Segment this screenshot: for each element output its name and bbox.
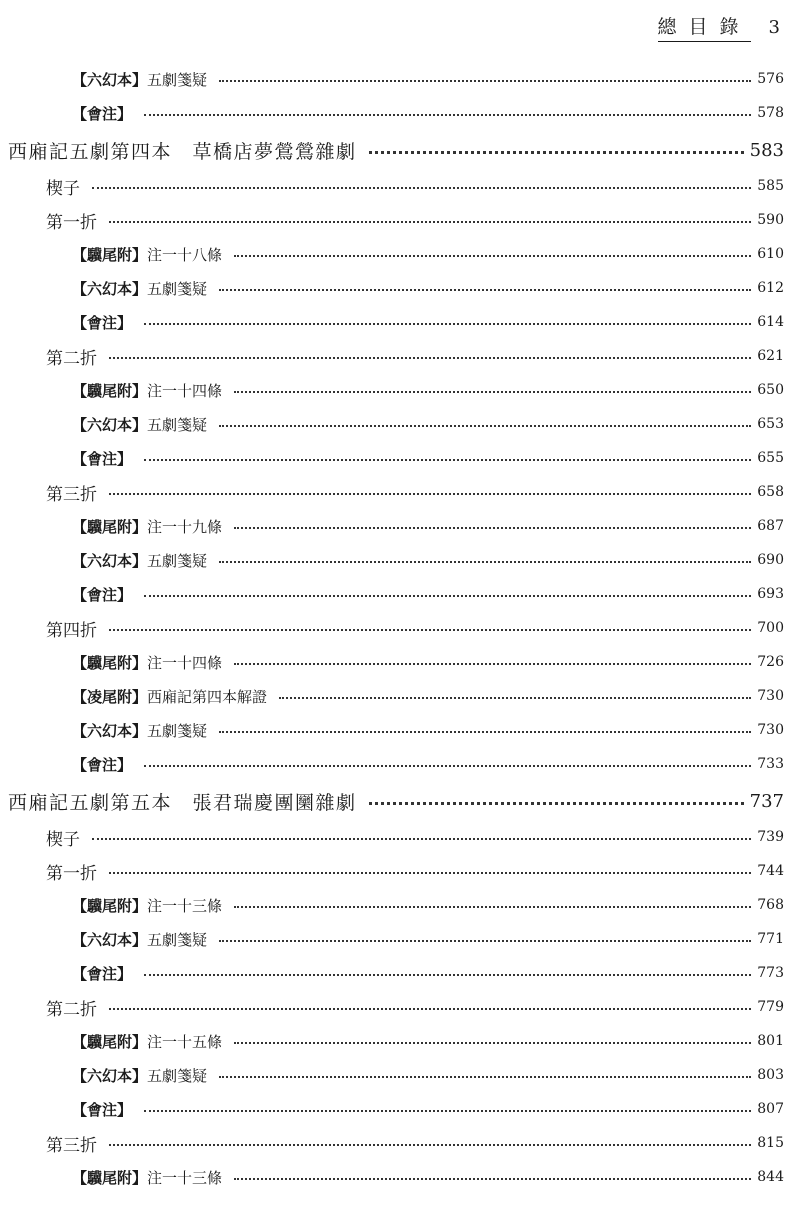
- toc-entry-text: 第一折: [46, 212, 97, 233]
- toc-entry-label: [72, 1167, 228, 1188]
- toc-entry-source-tag: 【六幻本】: [72, 279, 148, 298]
- dot-leader: [144, 765, 751, 767]
- dot-leader: [234, 255, 751, 257]
- toc-entry-text: 注一十三條: [147, 896, 223, 915]
- toc-entry-text: 第二折: [46, 999, 97, 1020]
- toc-page-number: 768: [757, 897, 784, 913]
- toc-entry-label: [72, 69, 213, 90]
- toc-subitem: [0, 96, 800, 130]
- toc-chapter-item: [0, 203, 800, 237]
- toc-entry-text: 注一十八條: [147, 245, 223, 264]
- toc-entry-source-tag: 【驥尾附】: [72, 245, 148, 264]
- dot-leader: [144, 1110, 751, 1112]
- toc-page-number: 658: [757, 484, 784, 500]
- toc-entry-source-tag: 【凌尾附】: [72, 687, 148, 706]
- toc-entry-label: [46, 859, 103, 884]
- toc-page-number: 803: [757, 1067, 784, 1083]
- toc-page-number: 614: [757, 314, 784, 330]
- toc-entry-label: [72, 754, 138, 775]
- toc-entry-text: 五劇箋疑: [147, 70, 208, 89]
- toc-subitem: [0, 271, 800, 305]
- toc-entry-label: [72, 895, 228, 916]
- toc-entry-label: [46, 208, 103, 233]
- toc-entry-text: 西廂記第四本解證: [147, 687, 268, 706]
- dot-leader: [109, 1144, 751, 1146]
- toc-subitem: [0, 305, 800, 339]
- toc-entry-label: [72, 516, 228, 537]
- toc-entry-label: [46, 1131, 103, 1156]
- page-title: 總目錄: [658, 12, 751, 42]
- toc-entry-text: 注一十三條: [147, 1168, 223, 1187]
- toc-page-number: 801: [757, 1033, 784, 1049]
- dot-leader: [144, 114, 751, 116]
- toc-page-number: 730: [757, 688, 784, 704]
- toc-chapter-item: [0, 475, 800, 509]
- toc-entry-text: 五劇箋疑: [147, 1066, 208, 1085]
- toc-page-number: 744: [757, 863, 784, 879]
- toc-page-number: 700: [757, 620, 784, 636]
- toc-entry-label: [46, 344, 103, 369]
- toc-entry-source-tag: 【驥尾附】: [72, 1168, 148, 1187]
- toc-page-number: 779: [757, 999, 784, 1015]
- toc-page-number: 576: [757, 71, 784, 87]
- toc-entry-text: 注一十四條: [147, 653, 223, 672]
- dot-leader: [234, 1042, 751, 1044]
- toc-entry-text: 楔子: [46, 178, 80, 199]
- toc-page-number: 815: [757, 1135, 784, 1151]
- toc-section-heading: [0, 782, 800, 820]
- toc-entry-text: 注一十四條: [147, 381, 223, 400]
- toc-page-number: 610: [757, 246, 784, 262]
- toc-entry-source-tag: 【六幻本】: [72, 721, 148, 740]
- toc-entry-source-tag: 【驥尾附】: [72, 517, 148, 536]
- toc-subitem: [0, 1058, 800, 1092]
- toc-entry-label: [72, 720, 213, 741]
- dot-leader: [109, 629, 751, 631]
- toc-page-number: 583: [749, 139, 784, 161]
- dot-leader: [92, 838, 751, 840]
- page-number: 3: [768, 17, 780, 38]
- toc-page-number: 771: [757, 931, 784, 947]
- toc-entry-label: [8, 788, 363, 815]
- toc-page-number: 621: [757, 348, 784, 364]
- toc-entry-text: 楔子: [46, 829, 80, 850]
- dot-leader: [234, 527, 751, 529]
- toc-entry-text: 第三折: [46, 1135, 97, 1156]
- dot-leader: [219, 1076, 751, 1078]
- toc-entry-text: 五劇箋疑: [147, 930, 208, 949]
- toc-entry-text: 五劇箋疑: [147, 551, 208, 570]
- toc-entry-label: [72, 103, 138, 124]
- toc-entry-text: 五劇箋疑: [147, 415, 208, 434]
- toc-subitem: [0, 679, 800, 713]
- page-header: [658, 12, 780, 42]
- toc-page-number: 733: [757, 756, 784, 772]
- dot-leader: [144, 974, 751, 976]
- toc-entry-text: 西廂記五劇第四本 草橋店夢鶯鶯雜劇: [8, 140, 357, 163]
- toc-entry-text: 注一十九條: [147, 517, 223, 536]
- toc-page-number: 693: [757, 586, 784, 602]
- toc-entry-label: [72, 380, 228, 401]
- toc-entry-label: [46, 174, 86, 199]
- toc-entry-source-tag: 【驥尾附】: [72, 653, 148, 672]
- dot-leader: [109, 357, 751, 359]
- dot-leader: [219, 289, 751, 291]
- toc-entry-text: 第三折: [46, 484, 97, 505]
- toc-entry-label: [72, 1031, 228, 1052]
- toc-entry-source-tag: 【會注】: [72, 449, 133, 468]
- dot-leader: [219, 80, 751, 82]
- toc-entry-text: 西廂記五劇第五本 張君瑞慶團圞雜劇: [8, 791, 357, 814]
- table-of-contents: [0, 62, 800, 1194]
- toc-entry-label: [46, 616, 103, 641]
- toc-entry-text: 注一十五條: [147, 1032, 223, 1051]
- toc-chapter-item: [0, 1126, 800, 1160]
- dot-leader: [369, 151, 744, 154]
- toc-subitem: [0, 237, 800, 271]
- toc-chapter-item: [0, 854, 800, 888]
- toc-chapter-item: [0, 820, 800, 854]
- toc-entry-source-tag: 【驥尾附】: [72, 896, 148, 915]
- toc-entry-text: 五劇箋疑: [147, 279, 208, 298]
- toc-subitem: [0, 1092, 800, 1126]
- dot-leader: [219, 940, 751, 942]
- toc-page-number: 690: [757, 552, 784, 568]
- toc-entry-source-tag: 【六幻本】: [72, 415, 148, 434]
- dot-leader: [144, 459, 751, 461]
- toc-entry-label: [46, 480, 103, 505]
- toc-entry-label: [72, 414, 213, 435]
- toc-page-number: 650: [757, 382, 784, 398]
- toc-page-number: 655: [757, 450, 784, 466]
- toc-entry-source-tag: 【會注】: [72, 964, 133, 983]
- toc-page-number: 585: [757, 178, 784, 194]
- dot-leader: [109, 493, 751, 495]
- dot-leader: [109, 1008, 751, 1010]
- toc-subitem: [0, 1024, 800, 1058]
- toc-entry-label: [72, 312, 138, 333]
- toc-entry-source-tag: 【會注】: [72, 585, 133, 604]
- toc-page-number: 844: [757, 1169, 784, 1185]
- toc-entry-label: [46, 825, 86, 850]
- toc-entry-label: [8, 137, 363, 164]
- toc-page-number: 773: [757, 965, 784, 981]
- dot-leader: [219, 425, 751, 427]
- toc-subitem: [0, 441, 800, 475]
- toc-page-number: 726: [757, 654, 784, 670]
- toc-page-number: 807: [757, 1101, 784, 1117]
- toc-subitem: [0, 509, 800, 543]
- toc-page-number: 612: [757, 280, 784, 296]
- dot-leader: [234, 1178, 751, 1180]
- toc-subitem: [0, 888, 800, 922]
- toc-entry-label: [72, 652, 228, 673]
- dot-leader: [219, 561, 751, 563]
- toc-subitem: [0, 62, 800, 96]
- toc-entry-text: 五劇箋疑: [147, 721, 208, 740]
- toc-subitem: [0, 747, 800, 781]
- toc-entry-label: [72, 1099, 138, 1120]
- toc-entry-text: 第二折: [46, 348, 97, 369]
- dot-leader: [219, 731, 751, 733]
- dot-leader: [144, 595, 751, 597]
- dot-leader: [144, 323, 751, 325]
- toc-subitem: [0, 373, 800, 407]
- toc-entry-label: [72, 686, 273, 707]
- toc-entry-label: [72, 584, 138, 605]
- toc-page-number: 578: [757, 105, 784, 121]
- dot-leader: [92, 187, 751, 189]
- toc-entry-source-tag: 【驥尾附】: [72, 1032, 148, 1051]
- toc-chapter-item: [0, 990, 800, 1024]
- toc-chapter-item: [0, 339, 800, 373]
- toc-page-number: 687: [757, 518, 784, 534]
- toc-entry-label: [72, 278, 213, 299]
- toc-subitem: [0, 922, 800, 956]
- toc-entry-text: 第四折: [46, 620, 97, 641]
- toc-entry-source-tag: 【會注】: [72, 104, 133, 123]
- dot-leader: [369, 802, 744, 805]
- toc-entry-source-tag: 【六幻本】: [72, 70, 148, 89]
- dot-leader: [109, 221, 751, 223]
- toc-page-number: 590: [757, 212, 784, 228]
- toc-subitem: [0, 645, 800, 679]
- toc-page-number: 730: [757, 722, 784, 738]
- toc-entry-source-tag: 【六幻本】: [72, 930, 148, 949]
- toc-chapter-item: [0, 611, 800, 645]
- toc-entry-source-tag: 【會注】: [72, 755, 133, 774]
- toc-entry-source-tag: 【會注】: [72, 1100, 133, 1119]
- toc-entry-source-tag: 【六幻本】: [72, 1066, 148, 1085]
- dot-leader: [279, 697, 751, 699]
- toc-subitem: [0, 956, 800, 990]
- toc-entry-label: [72, 448, 138, 469]
- toc-page-number: 739: [757, 829, 784, 845]
- toc-entry-label: [72, 550, 213, 571]
- toc-entry-source-tag: 【六幻本】: [72, 551, 148, 570]
- toc-subitem: [0, 577, 800, 611]
- dot-leader: [234, 906, 751, 908]
- toc-chapter-item: [0, 169, 800, 203]
- toc-entry-source-tag: 【會注】: [72, 313, 133, 332]
- toc-subitem: [0, 713, 800, 747]
- toc-subitem: [0, 407, 800, 441]
- dot-leader: [234, 663, 751, 665]
- toc-entry-label: [72, 963, 138, 984]
- toc-entry-label: [72, 244, 228, 265]
- toc-section-heading: [0, 131, 800, 169]
- toc-page-number: 653: [757, 416, 784, 432]
- dot-leader: [109, 872, 751, 874]
- toc-entry-label: [72, 929, 213, 950]
- toc-entry-text: 第一折: [46, 863, 97, 884]
- toc-entry-source-tag: 【驥尾附】: [72, 381, 148, 400]
- toc-entry-label: [46, 995, 103, 1020]
- toc-page-number: 737: [749, 790, 784, 812]
- toc-entry-label: [72, 1065, 213, 1086]
- dot-leader: [234, 391, 751, 393]
- toc-subitem: [0, 543, 800, 577]
- toc-subitem: [0, 1160, 800, 1194]
